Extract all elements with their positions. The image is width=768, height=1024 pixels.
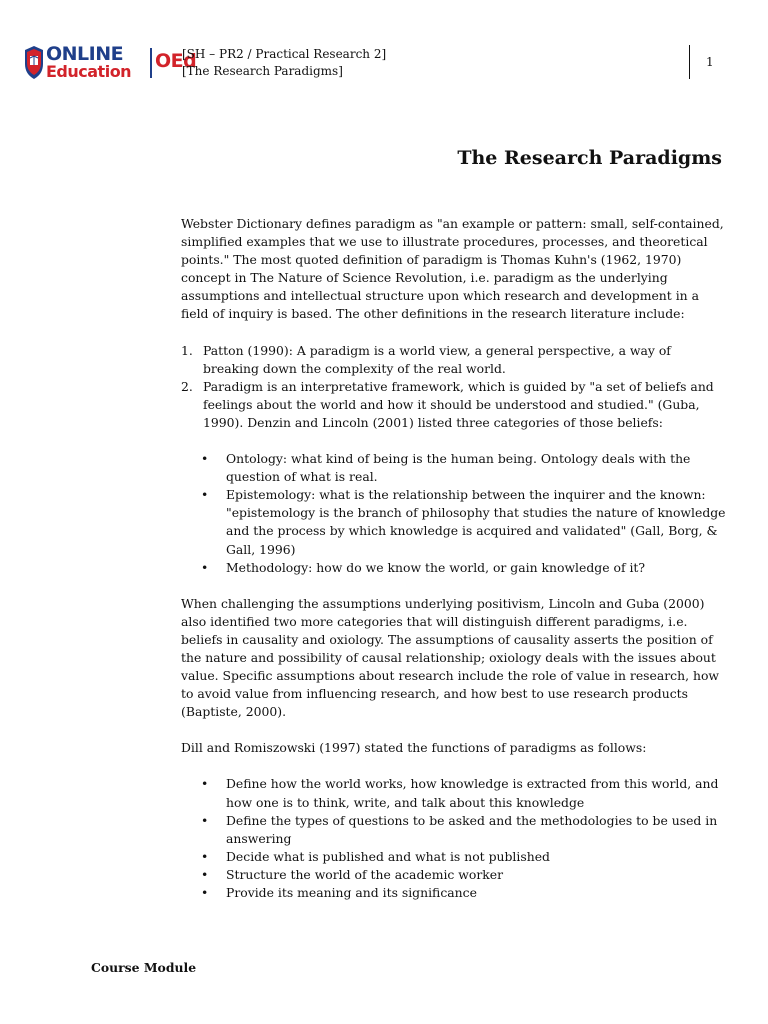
list-item xyxy=(181,884,726,902)
header-course-code: [SH – PR2 / Practical Research 2] xyxy=(182,47,387,61)
list-item xyxy=(181,378,726,432)
bullet-icon: • xyxy=(201,885,209,900)
list-number: 2. xyxy=(181,378,193,394)
list-item-text: Patton (1990): A paradigm is a world view, a general perspective, a way of breaking down the complexity of the real world. xyxy=(203,342,671,376)
belief-categories-list xyxy=(181,450,726,577)
functions-intro: Dill and Romiszowski (1997) stated the functions of paradigms as follows: xyxy=(181,740,647,756)
page-number: 1 xyxy=(706,55,714,69)
header-vertical-rule xyxy=(689,45,690,79)
list-item xyxy=(181,559,726,577)
list-item-text: Ontology: what kind of being is the human being. Ontology deals with the question of what is real. xyxy=(226,451,691,485)
list-item xyxy=(181,848,726,866)
list-number: 1. xyxy=(181,342,193,358)
document-body xyxy=(181,215,726,902)
list-item xyxy=(181,486,726,558)
bullet-icon: • xyxy=(201,451,209,467)
logo-online-text: ONLINE xyxy=(46,43,124,65)
page-footer: Course Module xyxy=(91,960,197,975)
paradigm-functions-list xyxy=(181,775,726,902)
online-education-logo xyxy=(24,43,197,84)
positivism-paragraph: When challenging the assumptions underlying positivism, Lincoln and Guba (2000) also identified two more categories that will distinguish different paradigms, i.e. beliefs in causality and oxiology. The assumptions of causality asserts the position of the nature and possibility of causal relationship; oxiology deals with the issues about value. Specific assumptions about research include the role of value in research, how to avoid value from influencing research, and how best to use research products (Baptiste, 2000). xyxy=(181,595,720,720)
bullet-icon: • xyxy=(201,559,209,575)
list-item xyxy=(181,450,726,486)
list-item-text: Decide what is published and what is not published xyxy=(226,848,550,864)
bullet-icon: • xyxy=(201,848,209,864)
list-item-text: Paradigm is an interpretative framework, which is guided by "a set of beliefs and feelings about the world and how it should be understood and studied." (Guba, 1990). Denzin and Lincoln (2001) listed three categories of those beliefs: xyxy=(203,378,714,430)
bullet-icon: • xyxy=(201,776,209,792)
list-item-text: Epistemology: what is the relationship between the inquirer and the known: "epistemology is the branch of philosophy that studies the nature of knowledge and the process by which knowledge is acquired and validated" (Gall, Borg, & Gall, 1996) xyxy=(226,487,726,557)
bullet-icon: • xyxy=(201,866,209,882)
logo-divider xyxy=(150,48,152,78)
list-item xyxy=(181,812,726,848)
bullet-icon: • xyxy=(201,487,209,503)
header-topic: [The Research Paradigms] xyxy=(182,64,343,78)
shield-emblem-icon xyxy=(24,46,44,80)
list-item-text: Define how the world works, how knowledge is extracted from this world, and how one is to think, write, and talk about this knowledge xyxy=(226,776,719,810)
running-header xyxy=(182,46,386,80)
list-item-text: Define the types of questions to be asked and the methodologies to be used in answering xyxy=(226,812,718,846)
list-item xyxy=(181,775,726,811)
list-item xyxy=(181,342,726,378)
bullet-icon: • xyxy=(201,812,209,828)
definitions-list xyxy=(181,342,726,432)
list-item xyxy=(181,866,726,884)
logo-oed-text: OEd xyxy=(155,50,197,72)
list-item-text: Structure the world of the academic worker xyxy=(226,866,504,882)
intro-paragraph: Webster Dictionary defines paradigm as "an example or pattern: small, self-contained, simplified examples that we use to illustrate procedures, processes, and theoretical points." The most quoted definition of paradigm is Thomas Kuhn's (1962, 1970) concept in The Nature of Science Revolution, i.e. paradigm as the underlying assumptions and intellectual structure upon which research and development in a field of inquiry is based. The other definitions in the research literature include: xyxy=(181,216,724,322)
logo-education-text: Education xyxy=(46,62,132,81)
page-title: The Research Paradigms xyxy=(457,147,722,169)
list-item-text: Methodology: how do we know the world, or gain knowledge of it? xyxy=(226,559,646,575)
list-item-text: Provide its meaning and its significance xyxy=(226,885,477,900)
